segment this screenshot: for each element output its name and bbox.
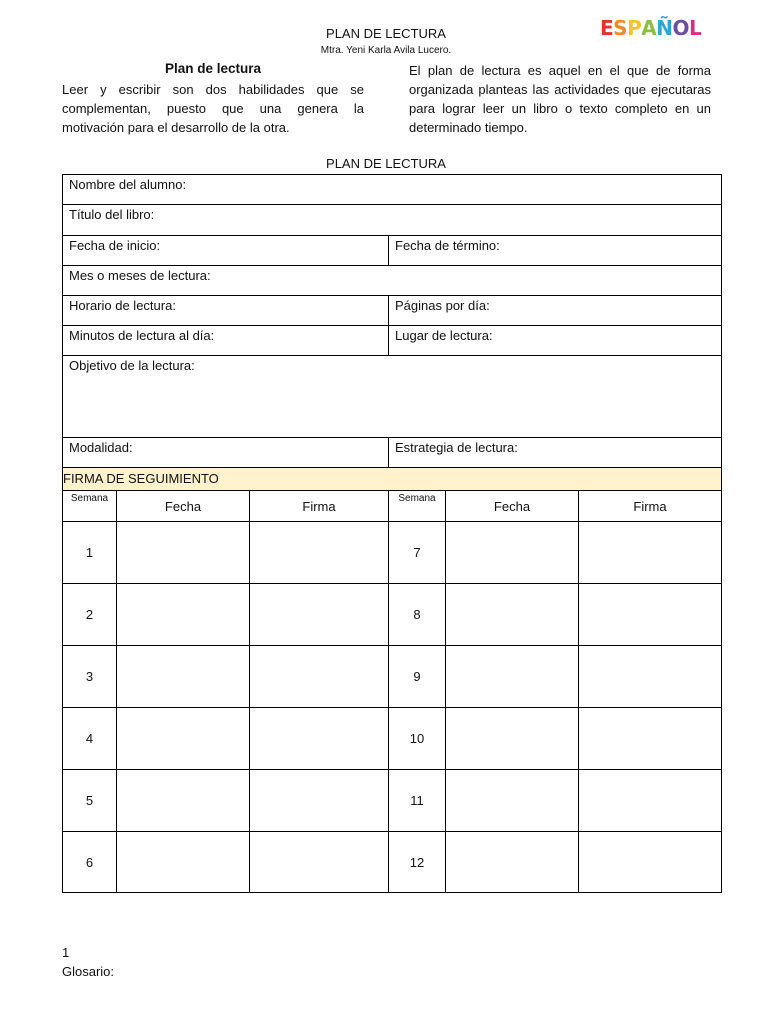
reading-schedule-field[interactable]: Horario de lectura:	[63, 296, 389, 325]
date-cell[interactable]	[446, 770, 579, 832]
date-cell[interactable]	[117, 584, 250, 646]
minutes-per-day-field[interactable]: Minutos de lectura al día:	[63, 326, 389, 355]
reading-place-field[interactable]: Lugar de lectura:	[395, 328, 493, 343]
week-number: 12	[389, 832, 446, 892]
date-header: Fecha	[117, 491, 250, 522]
logo-letter: A	[641, 16, 657, 40]
form-table-title: PLAN DE LECTURA	[326, 156, 446, 171]
week-header: Semana	[63, 491, 117, 522]
start-date-field[interactable]: Fecha de inicio:	[63, 236, 389, 265]
logo-letter: E	[600, 16, 614, 40]
student-name-field[interactable]: Nombre del alumno:	[69, 177, 187, 192]
glossary-label: Glosario:	[62, 964, 115, 979]
form-row-book	[63, 205, 721, 236]
form-row-modality	[63, 438, 721, 468]
form-row-student	[63, 175, 721, 205]
page-title: PLAN DE LECTURA	[326, 26, 446, 41]
footnote-number: 1	[62, 945, 70, 960]
date-cell[interactable]	[446, 832, 579, 892]
week-number: 11	[389, 770, 446, 832]
signature-cell[interactable]	[579, 522, 721, 584]
week-number: 8	[389, 584, 446, 646]
week-number: 2	[63, 584, 117, 646]
date-header: Fecha	[446, 491, 579, 522]
tracking-grid	[63, 491, 721, 892]
signature-header: Firma	[579, 491, 721, 522]
date-cell[interactable]	[446, 708, 579, 770]
signature-cell[interactable]	[579, 584, 721, 646]
form-row-objective	[63, 356, 721, 438]
week-number: 9	[389, 646, 446, 708]
week-number: 5	[63, 770, 117, 832]
modality-field[interactable]: Modalidad:	[63, 438, 389, 467]
author-line: Mtra. Yeni Karla Avila Lucero.	[320, 45, 452, 56]
signature-cell[interactable]	[579, 646, 721, 708]
form-row-months	[63, 266, 721, 296]
signature-cell[interactable]	[250, 708, 389, 770]
signature-cell[interactable]	[250, 646, 389, 708]
date-cell[interactable]	[117, 708, 250, 770]
logo-letter: O	[672, 16, 689, 40]
intro-left-paragraph: Leer y escribir son dos habilidades que se complementan, puesto que una genera la motivación para el desarrollo de la otra.	[62, 82, 364, 135]
logo-letter: S	[613, 16, 628, 40]
objective-field[interactable]: Objetivo de la lectura:	[69, 358, 195, 373]
signature-cell[interactable]	[250, 522, 389, 584]
form-row-schedule	[63, 296, 721, 326]
intro-right-paragraph: El plan de lectura es aquel en el que de forma organizada planteas las actividades que ejecutaras para lograr leer un libro o texto completo en un determinado tiempo.	[409, 63, 711, 135]
week-number: 6	[63, 832, 117, 892]
week-number: 3	[63, 646, 117, 708]
signature-cell[interactable]	[250, 832, 389, 892]
logo-letter: L	[689, 16, 702, 40]
date-cell[interactable]	[446, 646, 579, 708]
logo-letter: P	[627, 16, 642, 40]
reading-months-field[interactable]: Mes o meses de lectura:	[69, 268, 211, 283]
pages-per-day-field[interactable]: Páginas por día:	[395, 298, 490, 313]
book-title-field[interactable]: Título del libro:	[69, 207, 155, 222]
signature-cell[interactable]	[579, 770, 721, 832]
signature-cell[interactable]	[579, 832, 721, 892]
reading-plan-form	[62, 174, 722, 893]
espanol-logo	[600, 16, 701, 40]
strategy-field[interactable]: Estrategia de lectura:	[395, 440, 518, 455]
signature-header: Firma	[250, 491, 389, 522]
form-row-minutes	[63, 326, 721, 356]
signature-cell[interactable]	[250, 770, 389, 832]
date-cell[interactable]	[117, 522, 250, 584]
date-cell[interactable]	[446, 522, 579, 584]
intro-heading: Plan de lectura	[164, 61, 262, 76]
date-cell[interactable]	[117, 770, 250, 832]
end-date-field[interactable]: Fecha de término:	[395, 238, 500, 253]
week-number: 4	[63, 708, 117, 770]
date-cell[interactable]	[117, 832, 250, 892]
week-number: 10	[389, 708, 446, 770]
signature-cell[interactable]	[250, 584, 389, 646]
week-number: 7	[389, 522, 446, 584]
signature-cell[interactable]	[579, 708, 721, 770]
date-cell[interactable]	[446, 584, 579, 646]
logo-letter: Ñ	[656, 16, 673, 40]
date-cell[interactable]	[117, 646, 250, 708]
week-header: Semana	[389, 491, 446, 522]
tracking-heading: FIRMA DE SEGUIMIENTO	[63, 468, 721, 491]
week-number: 1	[63, 522, 117, 584]
form-row-dates	[63, 236, 721, 266]
